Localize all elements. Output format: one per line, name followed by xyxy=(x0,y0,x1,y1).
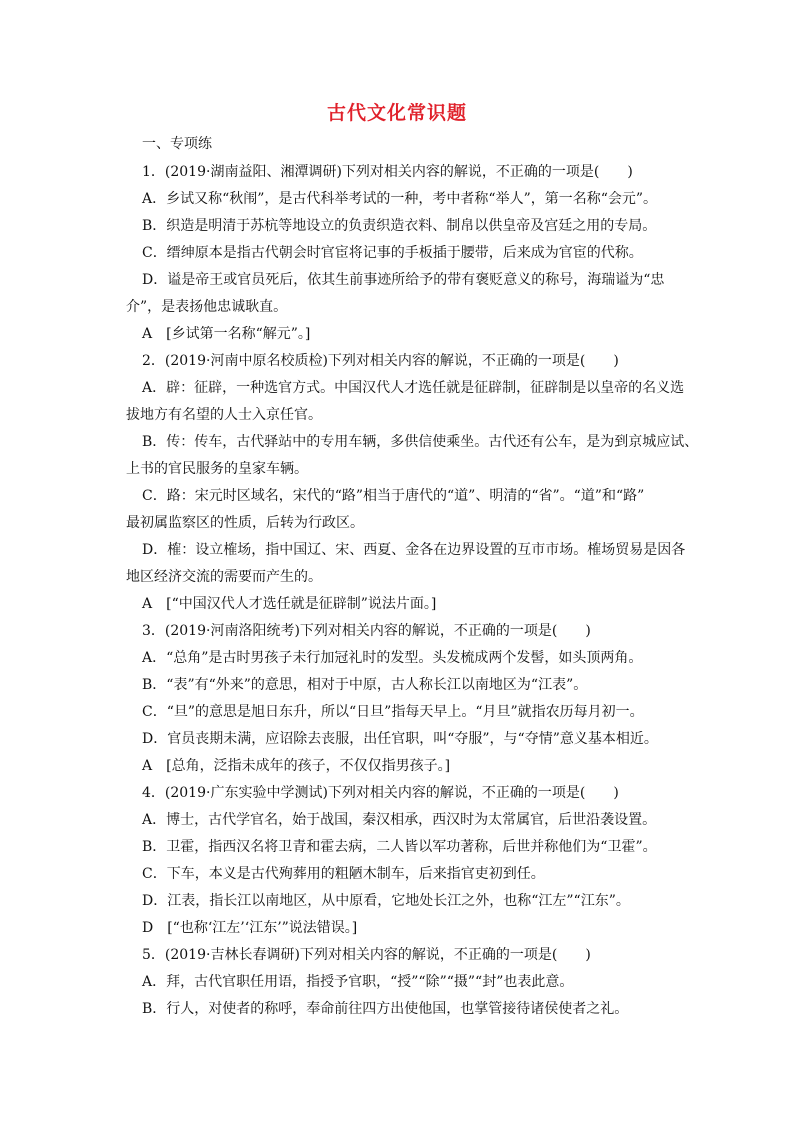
question-5-option-a: A．拜，古代官职任用语，指授予官职，“授”“除”“摄”“封”也表此意。 xyxy=(142,974,574,990)
question-1-option-d: D．谥是帝王或官员死后，依其生前事迹所给予的带有褒贬意义的称号，海瑞谥为“忠 xyxy=(142,272,665,288)
question-2-option-b-cont: 上书的官民服务的皇家车辆。 xyxy=(126,461,308,477)
question-3-option-c: C．“旦”的意思是旭日东升，所以“日旦”指每天早上。“月旦”就指农历每月初一。 xyxy=(142,704,644,720)
question-1-option-c: C．缙绅原本是指古代朝会时官宦将记事的手板插于腰带，后来成为官宦的代称。 xyxy=(142,245,643,261)
question-4-option-c: C．下车，本义是古代殉葬用的粗陋木制车，后来指官吏初到任。 xyxy=(142,866,545,882)
question-1-option-a: A．乡试又称“秋闱”，是古代科举考试的一种，考中者称“举人”，第一名称“会元”。 xyxy=(142,191,658,207)
question-4-option-d: D．江表，指长江以南地区，从中原看，它地处长江之外，也称“江左”“江东”。 xyxy=(142,893,630,909)
question-2-stem: 2．(2019·河南中原名校质检)下列对相关内容的解说，不正确的一项是( ) xyxy=(142,353,619,369)
question-3-option-d: D．官员丧期未满，应诏除去丧服，出任官职，叫“夺服”，与“夺情”意义基本相近。 xyxy=(142,731,658,747)
question-3-stem: 3．(2019·河南洛阳统考)下列对相关内容的解说，不正确的一项是( ) xyxy=(142,623,591,639)
question-2-option-a: A．辟：征辟，一种选官方式。中国汉代人才选任就是征辟制，征辟制是以皇帝的名义选 xyxy=(142,380,685,396)
question-2-option-d: D．榷：设立榷场，指中国辽、宋、西夏、金各在边界设置的互市市场。榷场贸易是因各 xyxy=(142,542,686,558)
question-4-stem: 4．(2019·广东实验中学测试)下列对相关内容的解说，不正确的一项是( ) xyxy=(142,785,619,801)
question-5-stem: 5．(2019·吉林长春调研)下列对相关内容的解说，不正确的一项是( ) xyxy=(142,947,591,963)
question-4-option-b: B．卫霍，指西汉名将卫青和霍去病，二人皆以军功著称，后世并称他们为“卫霍”。 xyxy=(142,839,657,855)
question-4-option-a: A．博士，古代学官名，始于战国，秦汉相承，西汉时为太常属官，后世沿袭设置。 xyxy=(142,812,657,828)
question-2-option-c: C．路：宋元时区域名，宋代的“路”相当于唐代的“道”、明清的“省”。“道”和“路” xyxy=(142,488,645,504)
question-1-stem: 1．(2019·湖南益阳、湘潭调研)下列对相关内容的解说，不正确的一项是( ) xyxy=(142,164,633,180)
question-5-option-b: B．行人，对使者的称呼，奉命前往四方出使他国，也掌管接待诸侯使者之礼。 xyxy=(142,1001,629,1017)
question-3-option-b: B．“表”有“外来”的意思，相对于中原，古人称长江以南地区为“江表”。 xyxy=(142,677,588,693)
question-2-option-d-cont: 地区经济交流的需要而产生的。 xyxy=(126,569,322,585)
question-2-option-a-cont: 拔地方有名望的人士入京任官。 xyxy=(126,407,322,423)
page-title: 古代文化常识题 xyxy=(326,102,467,124)
question-2-option-c-cont: 最初属监察区的性质，后转为行政区。 xyxy=(126,515,364,531)
question-4-answer: D [“也称‘江左’‘江东’”说法错误。] xyxy=(142,920,358,936)
question-1-option-b: B．织造是明清于苏杭等地设立的负责织造衣料、制帛以供皇帝及宫廷之用的专局。 xyxy=(142,218,657,234)
question-1-answer: A [乡试第一名称“解元”。] xyxy=(142,326,311,342)
question-2-option-b: B．传：传车，古代驿站中的专用车辆，多供信使乘坐。古代还有公车，是为到京城应试、 xyxy=(142,434,699,450)
question-3-option-a: A．“总角”是古时男孩子未行加冠礼时的发型。头发梳成两个发髻，如头顶两角。 xyxy=(142,650,643,666)
question-1-option-d-cont: 介”，是表扬他忠诚耿直。 xyxy=(126,299,288,315)
section-heading: 一、专项练 xyxy=(142,136,212,152)
question-2-answer: A [“中国汉代人才选任就是征辟制”说法片面。] xyxy=(142,596,437,612)
question-3-answer: A [总角，泛指未成年的孩子，不仅仅指男孩子。] xyxy=(142,758,451,774)
